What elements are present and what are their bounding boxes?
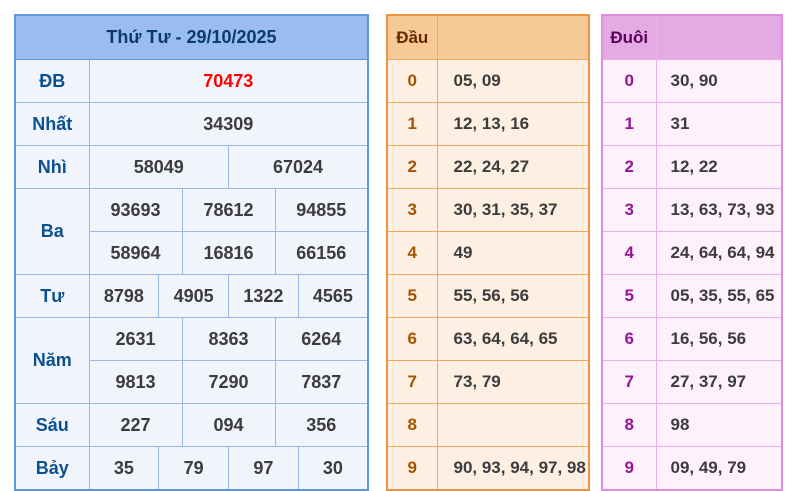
- digit-cell: 0: [602, 60, 656, 103]
- results-header-row: [15, 15, 368, 60]
- results-table: [14, 14, 369, 491]
- values-cell: 16, 56, 56: [656, 318, 782, 361]
- prize-label: Tư: [15, 275, 89, 318]
- digit-cell: 6: [387, 318, 437, 361]
- table-row: [15, 103, 368, 146]
- digit-cell: 3: [602, 189, 656, 232]
- prize-label: Sáu: [15, 404, 89, 447]
- values-cell: 31: [656, 103, 782, 146]
- table-row: [15, 275, 368, 318]
- digit-cell: 4: [387, 232, 437, 275]
- table-row: [387, 60, 589, 103]
- dau-table-body: [387, 60, 589, 491]
- special-prize-value: 70473: [89, 60, 368, 103]
- table-row: [387, 404, 589, 447]
- duoi-table-body: [602, 60, 782, 491]
- table-row: [387, 146, 589, 189]
- prize-value: 9813: [89, 361, 182, 404]
- table-row: [602, 103, 782, 146]
- prize-value: 2631: [89, 318, 182, 361]
- prize-value: 7290: [182, 361, 275, 404]
- results-table-title: Thứ Tư - 29/10/2025: [15, 15, 368, 60]
- values-cell: 73, 79: [437, 361, 589, 404]
- table-row: [602, 60, 782, 103]
- prize-value: 1322: [229, 275, 299, 318]
- table-row: [602, 361, 782, 404]
- digit-cell: 2: [387, 146, 437, 189]
- values-cell: 55, 56, 56: [437, 275, 589, 318]
- values-cell: 13, 63, 73, 93: [656, 189, 782, 232]
- table-row: [15, 189, 368, 232]
- prize-value: 58049: [89, 146, 229, 189]
- values-cell: 24, 64, 64, 94: [656, 232, 782, 275]
- prize-label: Nhất: [15, 103, 89, 146]
- results-table-body: [15, 60, 368, 491]
- table-row: [387, 103, 589, 146]
- values-cell: 27, 37, 97: [656, 361, 782, 404]
- table-row: [602, 146, 782, 189]
- digit-cell: 4: [602, 232, 656, 275]
- digit-cell: 1: [387, 103, 437, 146]
- values-cell: 12, 22: [656, 146, 782, 189]
- prize-value: 34309: [89, 103, 368, 146]
- table-row: [15, 146, 368, 189]
- duoi-header-row: [602, 15, 782, 60]
- prize-value: 094: [182, 404, 275, 447]
- table-row: [602, 189, 782, 232]
- values-cell: 30, 90: [656, 60, 782, 103]
- prize-value: 93693: [89, 189, 182, 232]
- values-cell: 90, 93, 94, 97, 98: [437, 447, 589, 491]
- table-row: [387, 318, 589, 361]
- digit-cell: 9: [387, 447, 437, 491]
- prize-label: Nhì: [15, 146, 89, 189]
- prize-label: Năm: [15, 318, 89, 404]
- table-row: [387, 361, 589, 404]
- prize-value: 97: [229, 447, 299, 491]
- prize-value: 4565: [298, 275, 368, 318]
- prize-value: 227: [89, 404, 182, 447]
- values-cell: 49: [437, 232, 589, 275]
- table-row: [387, 232, 589, 275]
- prize-value: 4905: [159, 275, 229, 318]
- table-row: [15, 60, 368, 103]
- digit-cell: 7: [602, 361, 656, 404]
- table-row: [602, 318, 782, 361]
- values-cell: [437, 404, 589, 447]
- digit-cell: 7: [387, 361, 437, 404]
- prize-value: 78612: [182, 189, 275, 232]
- duoi-table-header: Đuôi: [602, 15, 656, 60]
- dau-header-row: [387, 15, 589, 60]
- values-cell: 22, 24, 27: [437, 146, 589, 189]
- table-row: [15, 318, 368, 361]
- table-row: [387, 189, 589, 232]
- prize-value: 94855: [275, 189, 368, 232]
- prize-value: 356: [275, 404, 368, 447]
- values-cell: 12, 13, 16: [437, 103, 589, 146]
- values-cell: 05, 09: [437, 60, 589, 103]
- prize-value: 79: [159, 447, 229, 491]
- digit-cell: 8: [387, 404, 437, 447]
- prize-value: 58964: [89, 232, 182, 275]
- duoi-table: [601, 14, 783, 491]
- table-row: [15, 447, 368, 491]
- values-cell: 63, 64, 64, 65: [437, 318, 589, 361]
- values-cell: 09, 49, 79: [656, 447, 782, 491]
- prize-value: 7837: [275, 361, 368, 404]
- digit-cell: 6: [602, 318, 656, 361]
- digit-cell: 5: [602, 275, 656, 318]
- table-row: [387, 275, 589, 318]
- table-row: [602, 275, 782, 318]
- duoi-table-header-spacer: [656, 15, 782, 60]
- digit-cell: 0: [387, 60, 437, 103]
- values-cell: 98: [656, 404, 782, 447]
- digit-cell: 9: [602, 447, 656, 491]
- table-row: [602, 447, 782, 491]
- prize-value: 30: [298, 447, 368, 491]
- values-cell: 30, 31, 35, 37: [437, 189, 589, 232]
- prize-value: 6264: [275, 318, 368, 361]
- prize-value: 67024: [229, 146, 369, 189]
- digit-cell: 5: [387, 275, 437, 318]
- prize-label: Ba: [15, 189, 89, 275]
- digit-cell: 3: [387, 189, 437, 232]
- prize-label: Bảy: [15, 447, 89, 491]
- prize-value: 16816: [182, 232, 275, 275]
- digit-cell: 8: [602, 404, 656, 447]
- table-row: [602, 232, 782, 275]
- prize-value: 8363: [182, 318, 275, 361]
- prize-value: 8798: [89, 275, 159, 318]
- prize-value: 35: [89, 447, 159, 491]
- table-row: [602, 404, 782, 447]
- digit-cell: 1: [602, 103, 656, 146]
- dau-table-header-spacer: [437, 15, 589, 60]
- dau-table-header: Đầu: [387, 15, 437, 60]
- table-row: [15, 404, 368, 447]
- digit-cell: 2: [602, 146, 656, 189]
- dau-table: [386, 14, 590, 491]
- values-cell: 05, 35, 55, 65: [656, 275, 782, 318]
- table-row: [387, 447, 589, 491]
- prize-label: ĐB: [15, 60, 89, 103]
- prize-value: 66156: [275, 232, 368, 275]
